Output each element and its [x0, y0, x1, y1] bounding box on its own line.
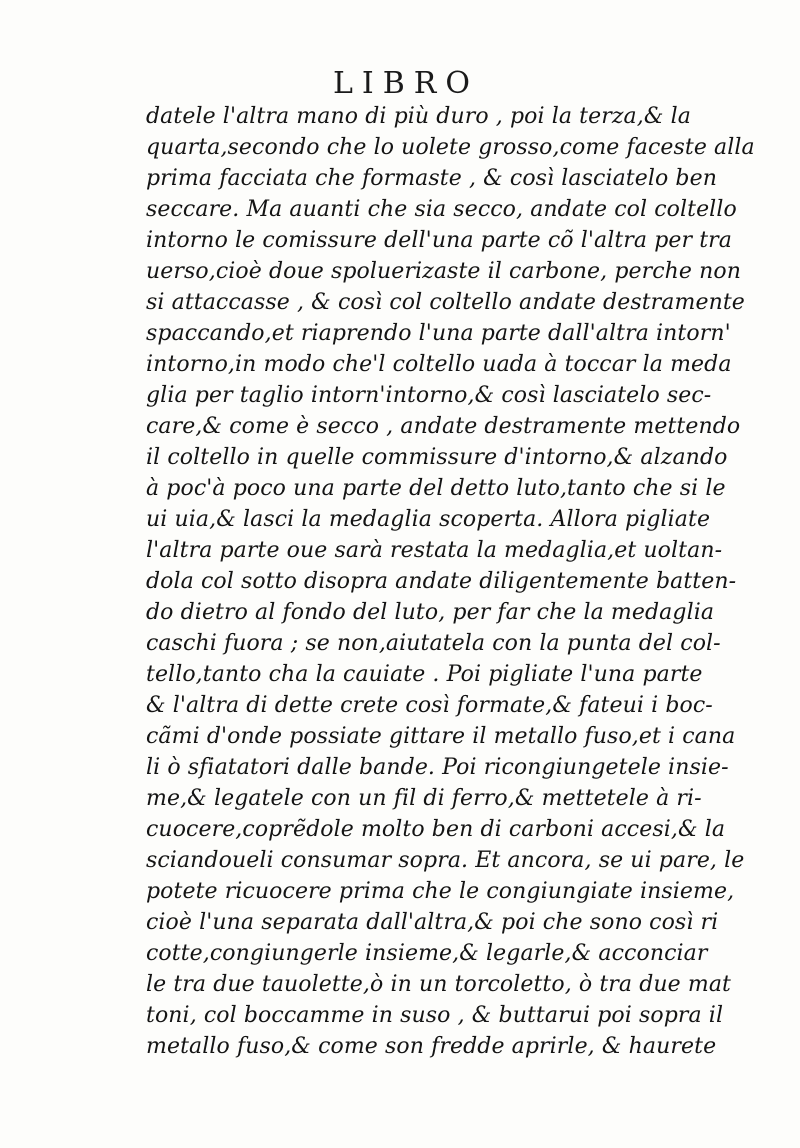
text-line: me,& legatele con un fil di ferro,& mettetele à ri-	[146, 786, 702, 811]
text-line: seccare. Ma auanti che sia secco, andate col coltello	[146, 197, 737, 222]
text-line: il coltello in quelle commissure d'intorno,& alzando	[146, 445, 728, 470]
text-line: & l'altra di dette crete così formate,& fateui i boc-	[146, 693, 713, 718]
text-line: care,& come è secco , andate destramente mettendo	[146, 414, 741, 439]
text-line: cioè l'una separata dall'altra,& poi che sono così ri	[146, 910, 719, 935]
text-line: l'altra parte oue sarà restata la medaglia,et uoltan-	[146, 538, 723, 563]
text-line: sciandoueli consumar sopra. Et ancora, se ui pare, le	[146, 848, 745, 873]
text-line: tello,tanto cha la cauiate . Poi pigliate l'una parte	[146, 662, 703, 687]
text-line: datele l'altra mano di più duro , poi la terza,& la	[146, 104, 691, 129]
text-line: li ò sfiatatori dalle bande. Poi ricongiungetele insie-	[146, 755, 729, 780]
text-line: à poc'à poco una parte del detto luto,tanto che si le	[146, 476, 726, 501]
text-line: cuocere,coprẽdole molto ben di carboni accesi,& la	[146, 817, 726, 842]
running-head: LIBRO	[332, 66, 479, 101]
text-line: do dietro al fondo del luto, per far che la medaglia	[146, 600, 715, 625]
text-line: uerso,cioè doue spoluerizaste il carbone, perche non	[146, 259, 742, 284]
text-line: metallo fuso,& come son fredde aprirle, & haurete	[146, 1034, 717, 1059]
text-line: spaccando,et riaprendo l'una parte dall'altra intorn'	[146, 321, 731, 346]
body-text	[146, 101, 755, 1062]
text-line: cotte,congiungerle insieme,& legarle,& acconciar	[146, 941, 708, 966]
text-line: quarta,secondo che lo uolete grosso,come faceste alla	[146, 135, 755, 160]
text-line: caschi fuora ; se non,aiutatela con la punta del col-	[146, 631, 721, 656]
text-line: si attaccasse , & così col coltello andate destramente	[146, 290, 745, 315]
text-line: prima facciata che formaste , & così lasciatelo ben	[146, 166, 718, 191]
text-line: potete ricuocere prima che le congiungiate insieme,	[146, 879, 735, 904]
text-line: glia per taglio intorn'intorno,& così lasciatelo sec-	[146, 383, 712, 408]
text-line: intorno,in modo che'l coltello uada à toccar la meda	[146, 352, 732, 377]
text-line: intorno le comissure dell'una parte cõ l'altra per tra	[146, 228, 732, 253]
text-line: ui uia,& lasci la medaglia scoperta. Allora pigliate	[146, 507, 711, 532]
text-line: cãmi d'onde possiate gittare il metallo fuso,et i cana	[146, 724, 736, 749]
text-line: dola col sotto disopra andate diligentemente batten-	[146, 569, 737, 594]
text-line: toni, col boccamme in suso , & buttarui poi sopra il	[146, 1003, 724, 1028]
text-line: le tra due tauolette,ò in un torcoletto, ò tra due mat	[146, 972, 731, 997]
